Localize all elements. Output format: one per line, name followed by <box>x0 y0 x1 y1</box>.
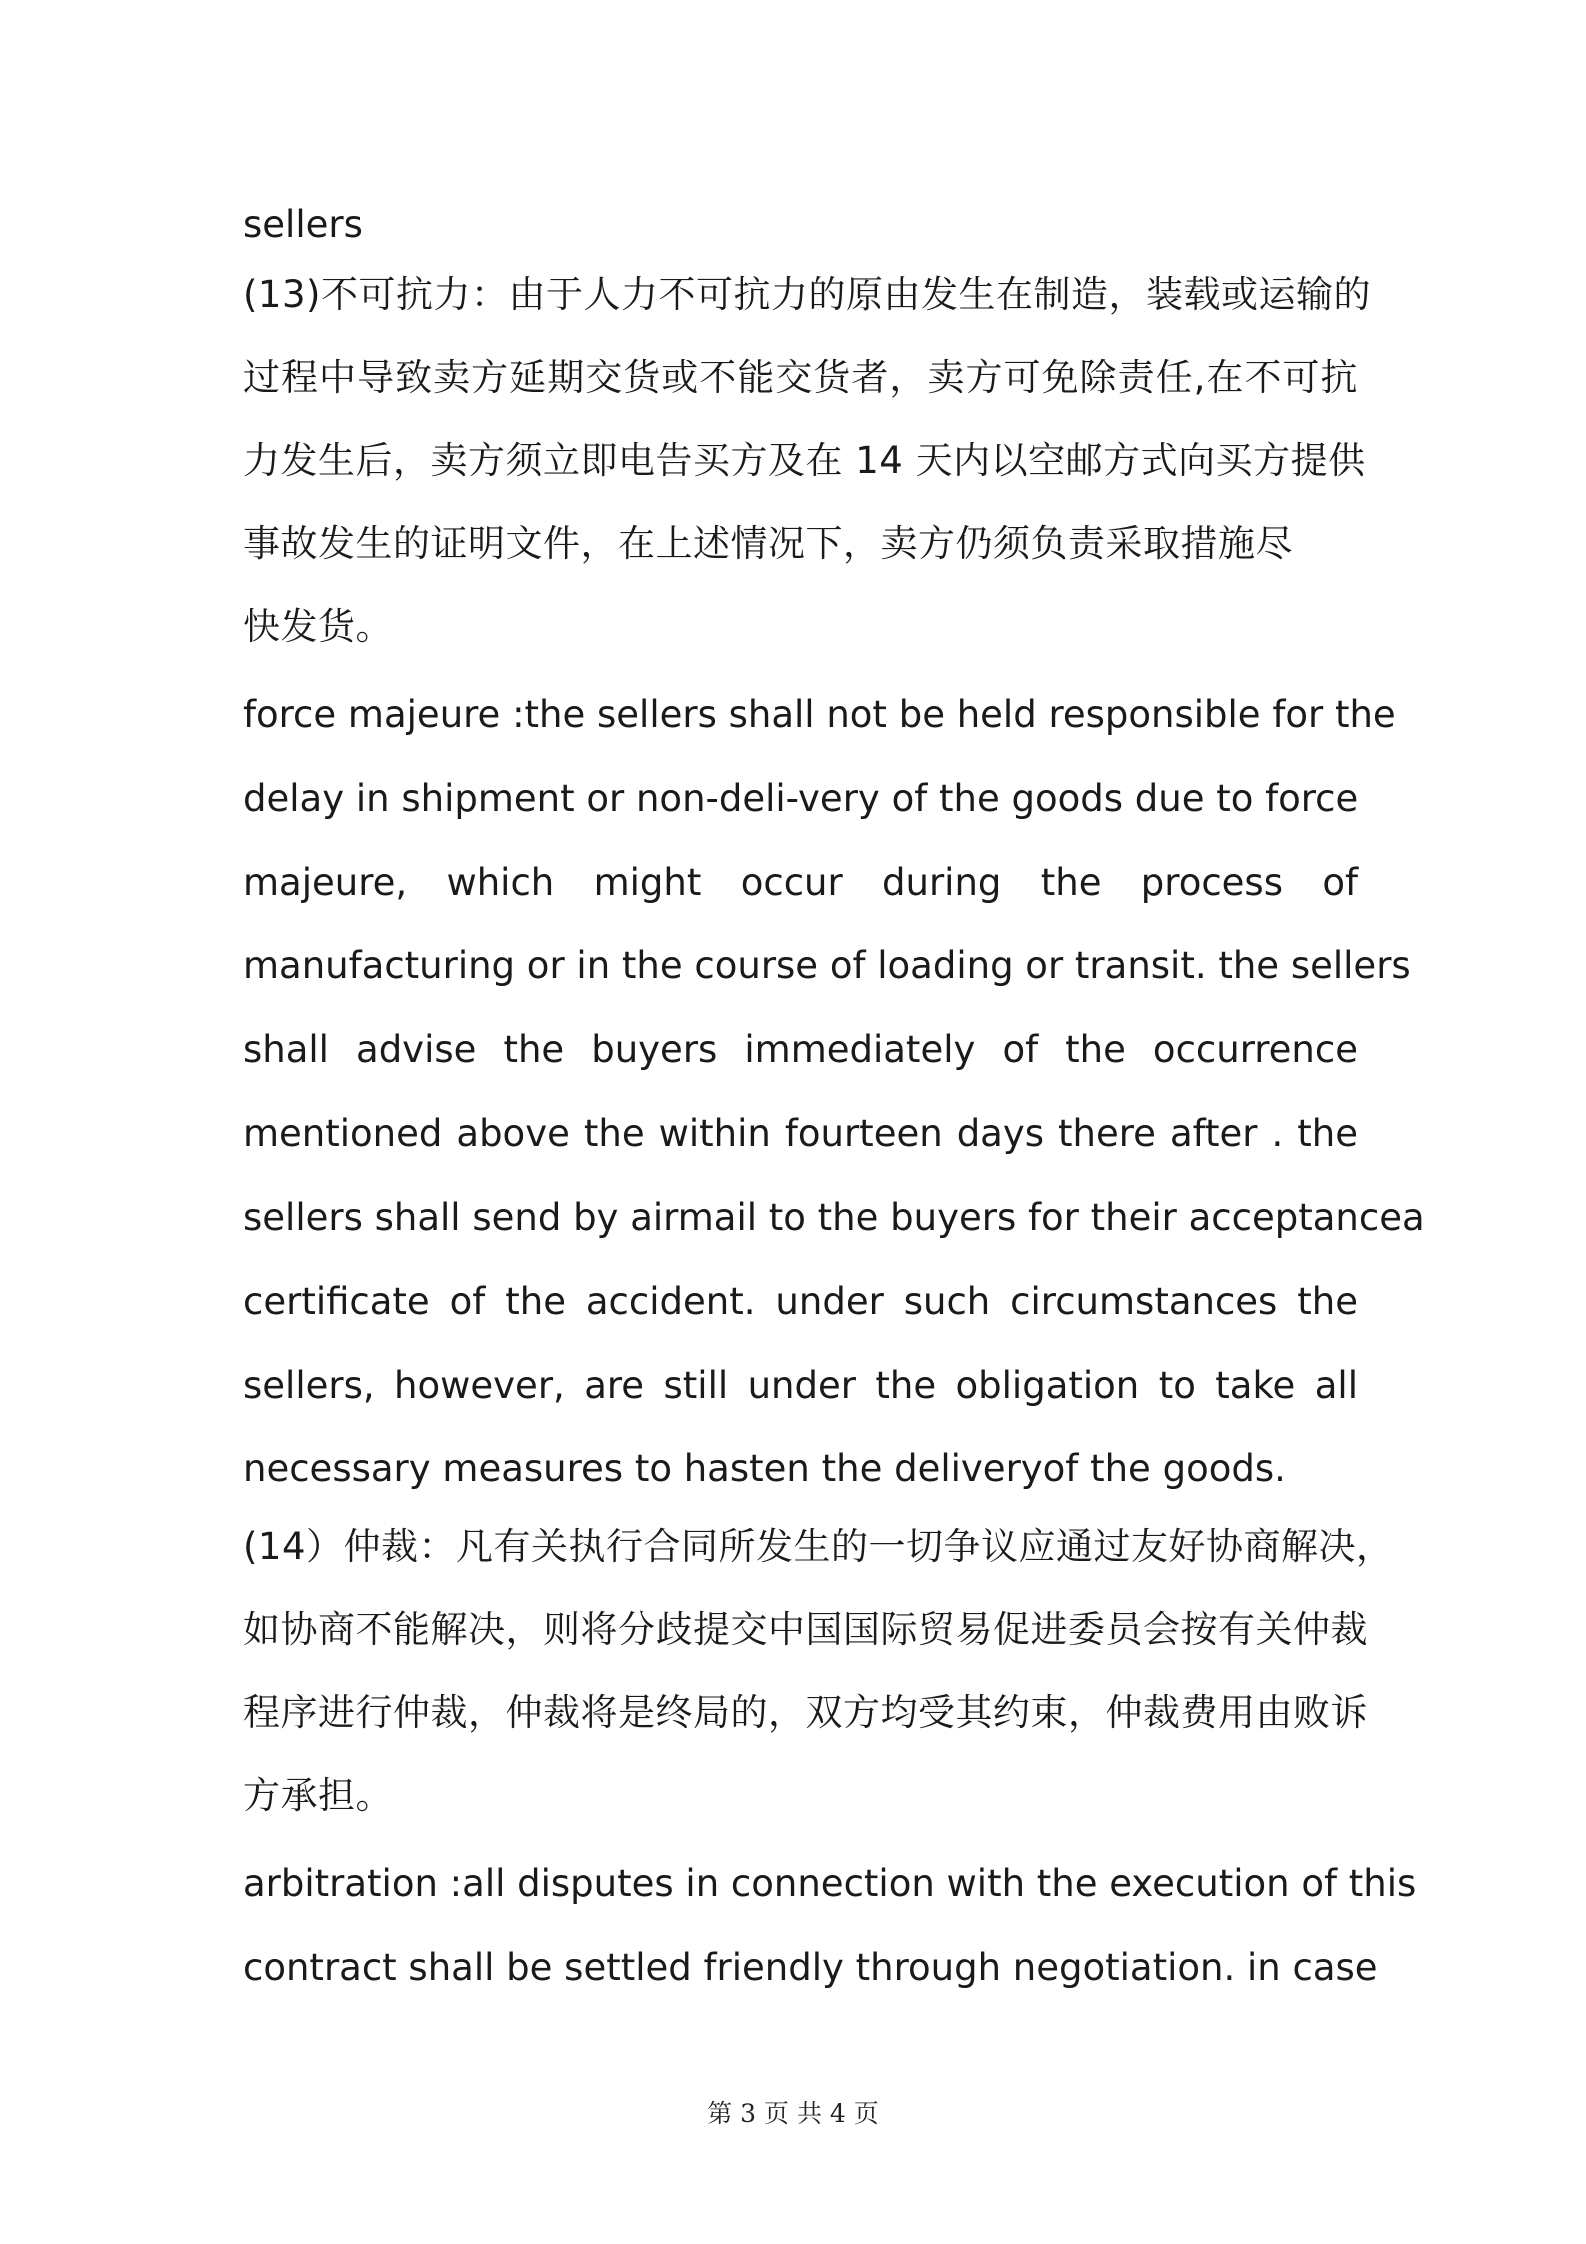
text-line: arbitration :all disputes in connection with the execution of this <box>243 1862 1417 1905</box>
text-line: contract shall be settled friendly through negotiation. in case <box>243 1946 1378 1989</box>
text-line: (13)不可抗力：由于人力不可抗力的原由发生在制造，装载或运输的 <box>243 273 1371 316</box>
text-line: force majeure :the sellers shall not be held responsible for the <box>243 693 1396 736</box>
text-line: 事故发生的证明文件，在上述情况下，卖方仍须负责采取措施尽 <box>243 522 1293 565</box>
text-line: mentioned above the within fourteen days there after . the <box>243 1112 1358 1155</box>
text-line: 力发生后，卖方须立即电告买方及在 14 天内以空邮方式向买方提供 <box>243 439 1366 482</box>
text-line: 程序进行仲裁，仲裁将是终局的，双方均受其约束，仲裁费用由败诉 <box>243 1691 1368 1734</box>
text-line: 方承担。 <box>243 1774 393 1817</box>
text-line: 如协商不能解决，则将分歧提交中国国际贸易促进委员会按有关仲裁 <box>243 1608 1368 1651</box>
text-line: sellers <box>243 203 363 246</box>
text-line: majeure, which might occur during the process of <box>243 861 1358 904</box>
text-line: (14）仲裁：凡有关执行合同所发生的一切争议应通过友好协商解决， <box>243 1525 1394 1568</box>
text-line: sellers shall send by airmail to the buyers for their acceptancea <box>243 1196 1425 1239</box>
page-number-footer: 第 3 页 共 4 页 <box>707 2099 879 2128</box>
text-line: necessary measures to hasten the deliveryof the goods. <box>243 1447 1286 1490</box>
text-line: 快发货。 <box>243 605 393 648</box>
text-line: shall advise the buyers immediately of the occurrence <box>243 1028 1358 1071</box>
text-line: manufacturing or in the course of loading or transit. the sellers <box>243 944 1411 987</box>
text-line: 过程中导致卖方延期交货或不能交货者，卖方可免除责任,在不可抗 <box>243 356 1358 399</box>
text-line: certificate of the accident. under such circumstances the <box>243 1280 1358 1323</box>
text-line: sellers, however, are still under the obligation to take all <box>243 1364 1358 1407</box>
text-line: delay in shipment or non-deli-very of the goods due to force <box>243 777 1359 820</box>
